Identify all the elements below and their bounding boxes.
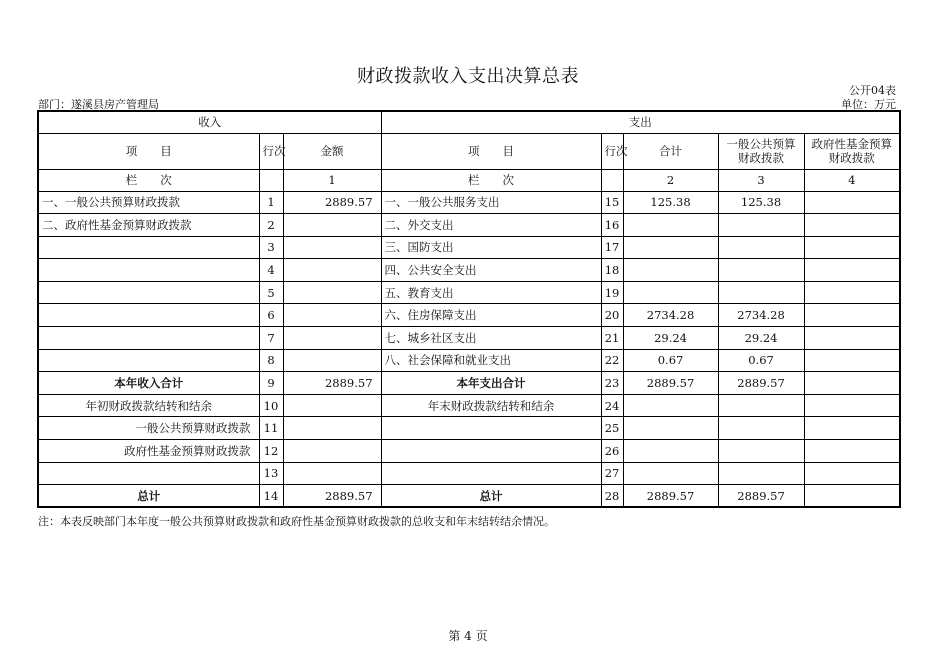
expense-row-no-cell: 19 bbox=[601, 281, 623, 304]
income-row-no-cell: 4 bbox=[259, 259, 283, 282]
income-row-no-cell: 14 bbox=[259, 485, 283, 508]
expense-item-cell: 本年支出合计 bbox=[381, 372, 601, 395]
general-public-cell: 2889.57 bbox=[718, 372, 804, 395]
expense-row-no-cell: 16 bbox=[601, 214, 623, 237]
expense-row-no-cell: 28 bbox=[601, 485, 623, 508]
income-row-no-cell: 8 bbox=[259, 349, 283, 372]
income-section-header: 收入 bbox=[38, 111, 381, 133]
table-row bbox=[38, 327, 900, 350]
gov-fund-cell bbox=[804, 191, 900, 214]
gov-fund-cell bbox=[804, 281, 900, 304]
income-item-cell: 总计 bbox=[38, 485, 259, 508]
income-amount-cell bbox=[283, 440, 381, 463]
income-amount-cell bbox=[283, 394, 381, 417]
income-item-cell: 一般公共预算财政拨款 bbox=[38, 417, 259, 440]
expense-column-label: 栏 次 bbox=[381, 169, 601, 191]
income-amount-cell bbox=[283, 259, 381, 282]
column-number-3: 3 bbox=[718, 169, 804, 191]
general-public-cell bbox=[718, 417, 804, 440]
gov-fund-cell bbox=[804, 214, 900, 237]
expense-item-cell: 一、一般公共服务支出 bbox=[381, 191, 601, 214]
table-row bbox=[38, 259, 900, 282]
table-row bbox=[38, 440, 900, 463]
expense-total-cell: 2734.28 bbox=[623, 304, 718, 327]
table-row bbox=[38, 462, 900, 485]
expense-item-cell: 七、城乡社区支出 bbox=[381, 327, 601, 350]
income-amount-cell bbox=[283, 462, 381, 485]
gov-fund-cell bbox=[804, 259, 900, 282]
income-amount-cell bbox=[283, 304, 381, 327]
gov-fund-cell bbox=[804, 349, 900, 372]
expense-row-no-cell: 26 bbox=[601, 440, 623, 463]
income-row-no-cell: 11 bbox=[259, 417, 283, 440]
table-row bbox=[38, 236, 900, 259]
income-row-no-cell: 1 bbox=[259, 191, 283, 214]
expense-total-header: 合计 bbox=[623, 133, 718, 169]
unit-label: 单位：万元 bbox=[841, 98, 896, 111]
general-public-cell bbox=[718, 281, 804, 304]
footnote: 注：本表反映部门本年度一般公共预算财政拨款和政府性基金预算财政拨款的总收支和年末结转结余情况。 bbox=[38, 515, 555, 528]
expense-row-no-cell: 24 bbox=[601, 394, 623, 417]
income-item-cell bbox=[38, 462, 259, 485]
expense-item-cell: 八、社会保障和就业支出 bbox=[381, 349, 601, 372]
page-title: 财政拨款收入支出决算总表 bbox=[357, 66, 579, 87]
expense-item-cell: 年末财政拨款结转和结余 bbox=[381, 394, 601, 417]
income-row-no-cell: 7 bbox=[259, 327, 283, 350]
header-row-column-numbers bbox=[38, 169, 900, 191]
income-item-cell: 二、政府性基金预算财政拨款 bbox=[38, 214, 259, 237]
income-item-cell bbox=[38, 281, 259, 304]
table-row bbox=[38, 281, 900, 304]
expense-row-no-cell: 18 bbox=[601, 259, 623, 282]
income-amount-cell: 2889.57 bbox=[283, 372, 381, 395]
general-public-cell bbox=[718, 440, 804, 463]
income-item-cell: 政府性基金预算财政拨款 bbox=[38, 440, 259, 463]
page-number: 第 4 页 bbox=[448, 629, 488, 643]
general-public-cell bbox=[718, 214, 804, 237]
income-row-no-cell: 5 bbox=[259, 281, 283, 304]
empty-cell bbox=[601, 169, 623, 191]
income-amount-cell bbox=[283, 281, 381, 304]
department-label: 部门：遂溪县房产管理局 bbox=[38, 98, 159, 111]
income-item-cell bbox=[38, 349, 259, 372]
general-public-cell: 0.67 bbox=[718, 349, 804, 372]
header-row-columns bbox=[38, 133, 900, 169]
expense-item-cell bbox=[381, 417, 601, 440]
expense-total-cell: 125.38 bbox=[623, 191, 718, 214]
income-row-no-cell: 3 bbox=[259, 236, 283, 259]
expense-total-cell bbox=[623, 440, 718, 463]
general-public-cell: 125.38 bbox=[718, 191, 804, 214]
expense-row-no-cell: 17 bbox=[601, 236, 623, 259]
expense-row-no-cell: 21 bbox=[601, 327, 623, 350]
gov-fund-cell bbox=[804, 485, 900, 508]
expense-section-header: 支出 bbox=[381, 111, 900, 133]
income-item-cell bbox=[38, 236, 259, 259]
income-item-cell bbox=[38, 304, 259, 327]
table-row bbox=[38, 214, 900, 237]
income-amount-cell bbox=[283, 214, 381, 237]
gov-fund-cell bbox=[804, 236, 900, 259]
expense-item-cell bbox=[381, 462, 601, 485]
gov-fund-cell bbox=[804, 304, 900, 327]
expense-total-cell: 2889.57 bbox=[623, 372, 718, 395]
expense-item-header: 项 目 bbox=[381, 133, 601, 169]
income-item-cell: 本年收入合计 bbox=[38, 372, 259, 395]
expense-row-no-header: 行次 bbox=[601, 133, 623, 169]
income-row-no-cell: 9 bbox=[259, 372, 283, 395]
income-amount-cell bbox=[283, 327, 381, 350]
gov-fund-cell bbox=[804, 440, 900, 463]
expense-total-cell bbox=[623, 417, 718, 440]
expense-row-no-cell: 27 bbox=[601, 462, 623, 485]
table-row bbox=[38, 394, 900, 417]
budget-summary-table bbox=[37, 110, 901, 508]
income-amount-cell bbox=[283, 417, 381, 440]
gov-fund-cell bbox=[804, 417, 900, 440]
expense-total-cell: 29.24 bbox=[623, 327, 718, 350]
gov-fund-cell bbox=[804, 394, 900, 417]
income-item-cell bbox=[38, 259, 259, 282]
income-amount-cell bbox=[283, 349, 381, 372]
income-row-no-cell: 12 bbox=[259, 440, 283, 463]
income-row-no-header: 行次 bbox=[259, 133, 283, 169]
table-row bbox=[38, 349, 900, 372]
general-public-cell bbox=[718, 394, 804, 417]
general-public-cell bbox=[718, 259, 804, 282]
expense-row-no-cell: 15 bbox=[601, 191, 623, 214]
expense-item-cell bbox=[381, 440, 601, 463]
column-number-1: 1 bbox=[283, 169, 381, 191]
general-public-cell bbox=[718, 236, 804, 259]
table-row bbox=[38, 304, 900, 327]
expense-total-cell: 0.67 bbox=[623, 349, 718, 372]
income-amount-cell bbox=[283, 236, 381, 259]
form-number: 公开04表 bbox=[849, 84, 896, 97]
income-item-cell: 一、一般公共预算财政拨款 bbox=[38, 191, 259, 214]
general-public-header: 一般公共预算财政拨款 bbox=[718, 133, 804, 169]
expense-item-cell: 二、外交支出 bbox=[381, 214, 601, 237]
expense-total-cell bbox=[623, 236, 718, 259]
gov-fund-header: 政府性基金预算财政拨款 bbox=[804, 133, 900, 169]
income-row-no-cell: 13 bbox=[259, 462, 283, 485]
income-item-header: 项 目 bbox=[38, 133, 259, 169]
table-row bbox=[38, 372, 900, 395]
income-amount-header: 金额 bbox=[283, 133, 381, 169]
income-column-label: 栏 次 bbox=[38, 169, 259, 191]
expense-item-cell: 五、教育支出 bbox=[381, 281, 601, 304]
expense-total-cell bbox=[623, 394, 718, 417]
expense-item-cell: 四、公共安全支出 bbox=[381, 259, 601, 282]
income-row-no-cell: 6 bbox=[259, 304, 283, 327]
income-amount-cell: 2889.57 bbox=[283, 485, 381, 508]
expense-total-cell bbox=[623, 281, 718, 304]
expense-total-cell: 2889.57 bbox=[623, 485, 718, 508]
income-item-cell bbox=[38, 327, 259, 350]
column-number-2: 2 bbox=[623, 169, 718, 191]
general-public-cell bbox=[718, 462, 804, 485]
table-row bbox=[38, 191, 900, 214]
income-row-no-cell: 10 bbox=[259, 394, 283, 417]
empty-cell bbox=[259, 169, 283, 191]
income-row-no-cell: 2 bbox=[259, 214, 283, 237]
gov-fund-cell bbox=[804, 462, 900, 485]
table-row bbox=[38, 485, 900, 508]
expense-row-no-cell: 22 bbox=[601, 349, 623, 372]
general-public-cell: 29.24 bbox=[718, 327, 804, 350]
expense-total-cell bbox=[623, 462, 718, 485]
general-public-cell: 2889.57 bbox=[718, 485, 804, 508]
expense-item-cell: 三、国防支出 bbox=[381, 236, 601, 259]
expense-total-cell bbox=[623, 214, 718, 237]
expense-item-cell: 六、住房保障支出 bbox=[381, 304, 601, 327]
expense-row-no-cell: 23 bbox=[601, 372, 623, 395]
gov-fund-cell bbox=[804, 327, 900, 350]
expense-row-no-cell: 25 bbox=[601, 417, 623, 440]
expense-row-no-cell: 20 bbox=[601, 304, 623, 327]
income-amount-cell: 2889.57 bbox=[283, 191, 381, 214]
header-row-sections bbox=[38, 111, 900, 133]
expense-total-cell bbox=[623, 259, 718, 282]
gov-fund-cell bbox=[804, 372, 900, 395]
table-row bbox=[38, 417, 900, 440]
column-number-4: 4 bbox=[804, 169, 900, 191]
general-public-cell: 2734.28 bbox=[718, 304, 804, 327]
income-item-cell: 年初财政拨款结转和结余 bbox=[38, 394, 259, 417]
expense-item-cell: 总计 bbox=[381, 485, 601, 508]
